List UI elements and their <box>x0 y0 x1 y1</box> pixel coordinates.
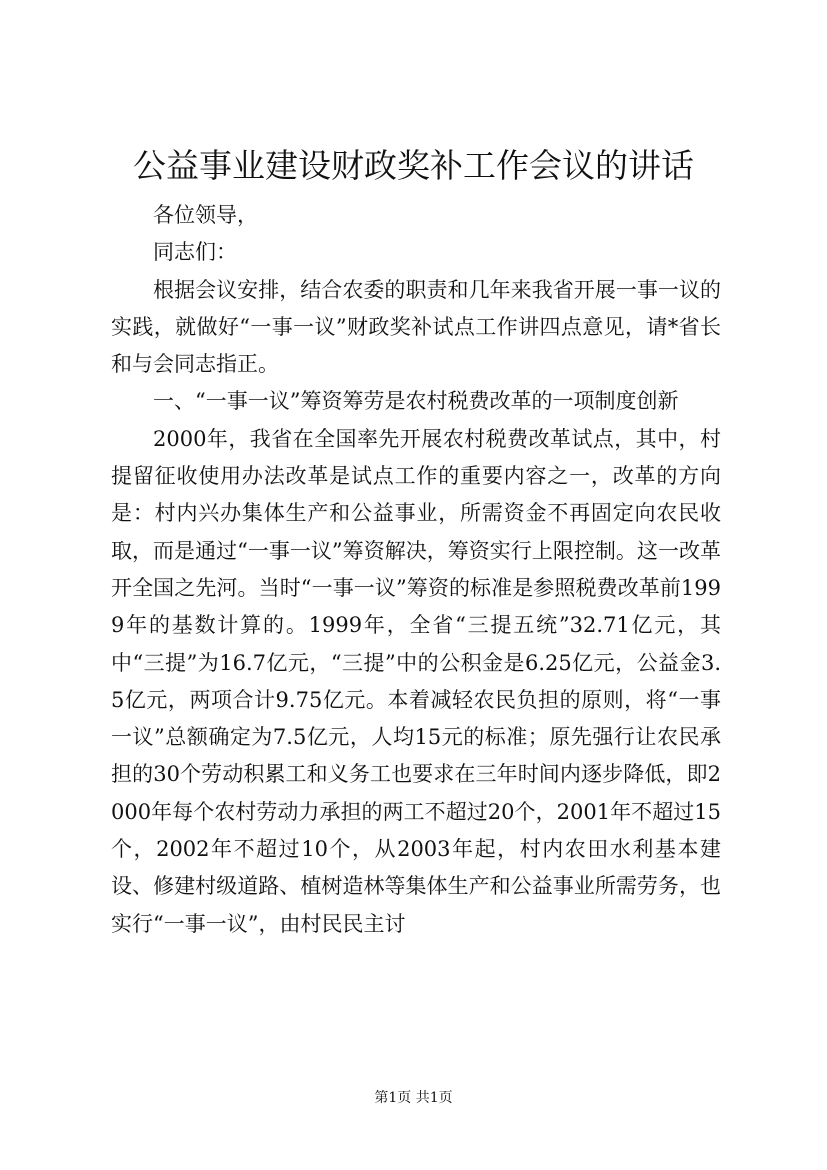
document-title: 公益事业建设财政奖补工作会议的讲话 <box>133 146 694 185</box>
greeting-leaders: 各位领导， <box>153 203 258 227</box>
intro-paragraph: 根据会议安排，结合农委的职责和几年来我省开展一事一议的实践，就做好“一事一议”财政奖补试点工作讲四点意见，请*省长和与会同志指正。 <box>111 277 721 377</box>
greeting-comrades: 同志们： <box>153 240 237 265</box>
page-footer: 第1页 共1页 <box>374 1090 453 1106</box>
section-1-paragraph: 2000年，我省在全国率先开展农村税费改革试点，其中，村提留征收使用办法改革是试点工作的重要内容之一，改革的方向是：村内兴办集体生产和公益事业，所需资金不再固定向农民收取，而是通过“一事一议”筹资解决，筹资实行上限控制。这一改革开全国之先河。当时“一事一议”筹资的标准是参照税费改革前1999年的基数计算的。1999年，全省“三提五统”32.71亿元，其中“三提”为16.7亿元，“三提”中的公积金是6.25亿元，公益金3.5亿元，两项合计9.75亿元。本着减轻农民负担的原则，将“一事一议”总额确定为7.5亿元，人均15元的标准；原先强行让农民承担的30个劳动积累工和义务工也要求在三年时间内逐步降低，即2000年每个农村劳动力承担的两工不超过20个，2001年不超过15个，2002年不超过10个，从2003年起，村内农田水利基本建设、修建村级道路、植树造林等集体生产和公益事业所需劳务，也实行“一事一议”，由村民民主讨 <box>111 426 721 936</box>
document-body <box>111 197 721 943</box>
section-heading-1: 一、“一事一议”筹资筹劳是农村税费改革的一项制度创新 <box>153 389 679 414</box>
